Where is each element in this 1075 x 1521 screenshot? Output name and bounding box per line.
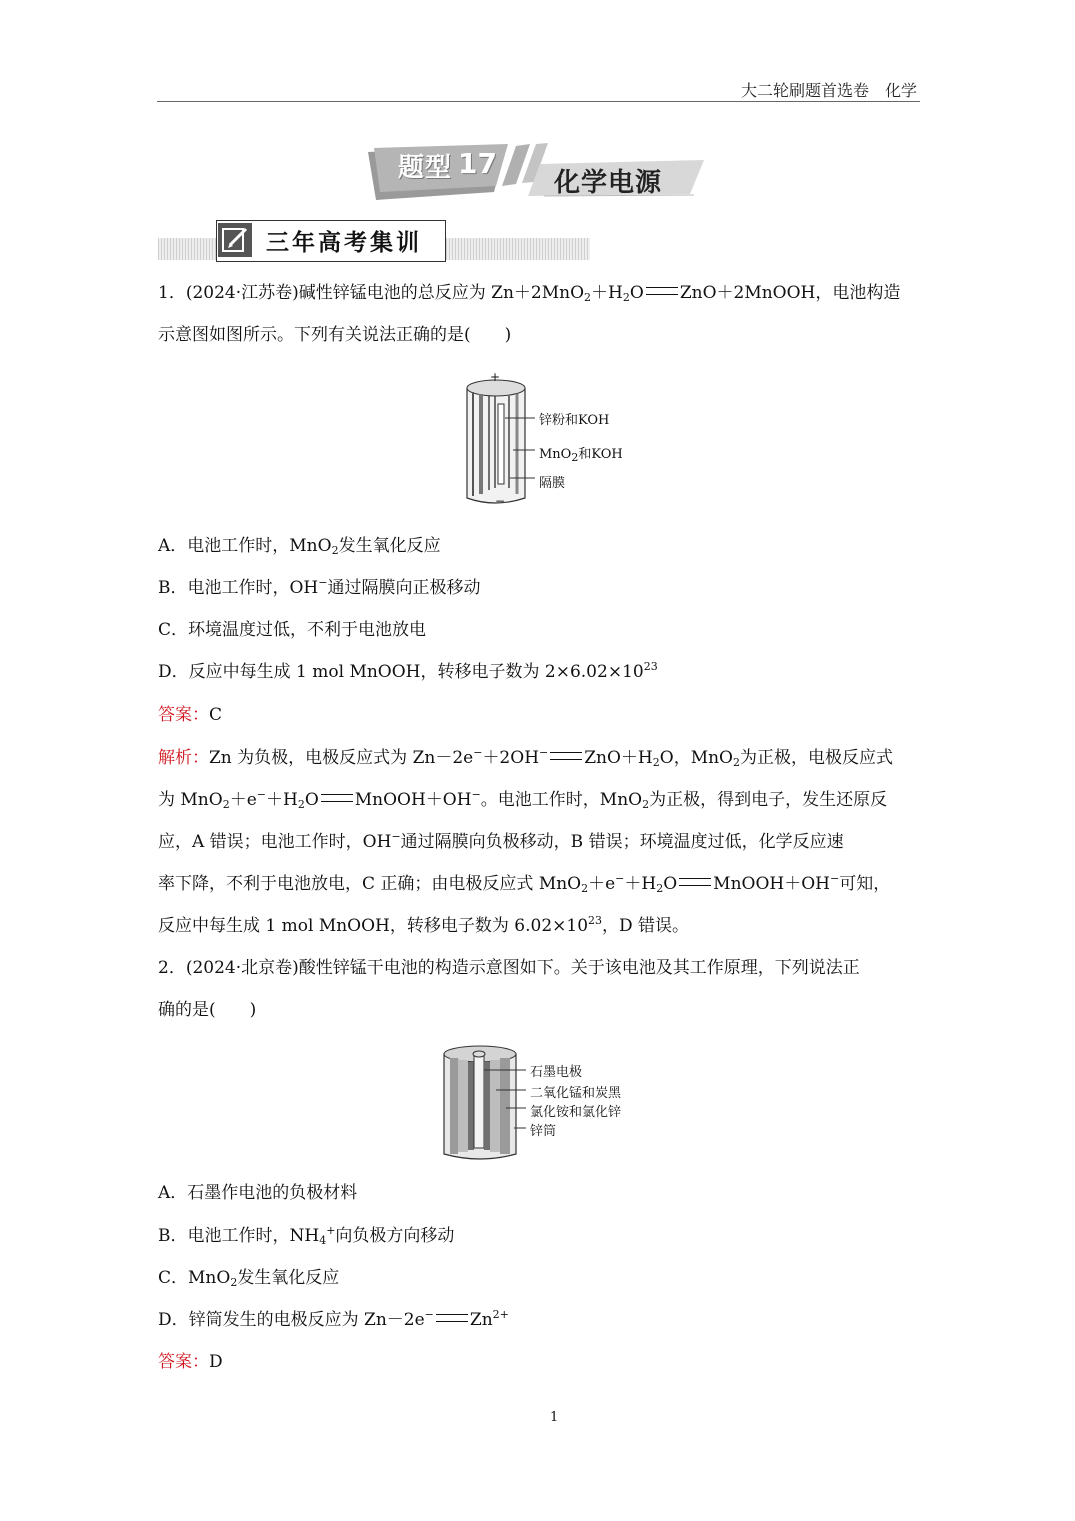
q1-stem-line1: 1．(2024·江苏卷)碱性锌锰电池的总反应为 $Zn+2MnO_2+H_2O$ ZnO＋2MnOOH，电池构造	[158, 283, 901, 304]
page-number: 1	[550, 1410, 559, 1425]
q1-analysis-line1: 解析：Zn 为负极，电极反应式为 Zn－2e−＋2OH− $ZnO+H_2O$，MnO$_2$为正极，电极反应式	[158, 746, 893, 769]
banner-topic: 化学电源	[554, 168, 663, 198]
fig2-label-nh4cl-zncl2: 氯化铵和氯化锌	[530, 1105, 622, 1120]
q2-dry-cell-figure	[440, 1042, 640, 1166]
fig2-label-mno2-carbon: 二氧化锰和炭黑	[530, 1086, 622, 1101]
fig2-label-graphite: 石墨电极	[530, 1065, 583, 1080]
q1-answer: 答案：C	[158, 705, 223, 725]
q1-battery-figure	[455, 370, 635, 510]
q1-option-a: A．电池工作时，MnO$_2$发生氧化反应	[158, 536, 441, 557]
q1-analysis-line4: 率下降，不利于电池放电，C 正确；由电极反应式 $MnO_2+e^-+H_2O$ MnOOH＋OH−可知，	[158, 872, 891, 895]
q1-option-c: C．环境温度过低，不利于电池放电	[158, 620, 427, 640]
fig2-label-zinc-can: 锌筒	[530, 1124, 557, 1139]
negative-terminal-label: −	[495, 494, 506, 508]
running-header: 大二轮刷题首选卷 化学	[740, 81, 917, 100]
q2-option-c: C．MnO$_2$发生氧化反应	[158, 1268, 340, 1289]
q1-option-b: B．电池工作时，OH−通过隔膜向正极移动	[158, 576, 481, 598]
q2-stem-line1: 2．(2024·北京卷)酸性锌锰干电池的构造示意图如下。关于该电池及其工作原理，下列说法正	[158, 958, 860, 978]
section-heading	[158, 216, 590, 266]
banner-type-number: 17	[458, 147, 497, 180]
title-banner	[368, 142, 708, 204]
q2-option-b: B．电池工作时，$NH_4^+$向负极方向移动	[158, 1224, 455, 1247]
positive-terminal-label: +	[490, 370, 501, 384]
q1-stem-line2: 示意图如图所示。下列有关说法正确的是( )	[158, 325, 512, 345]
q2-option-d: D．锌筒发生的电极反应为 Zn－2e− $Zn^{2+}$	[158, 1308, 509, 1330]
section-title: 三年高考集训	[266, 230, 422, 256]
q1-analysis-line5: 反应中每生成 1 mol MnOOH，转移电子数为 $6.02\times 10^{23}$，D 错误。	[158, 914, 690, 936]
q1-analysis-line2: 为 $MnO_2+e^-+H_2O$ MnOOH＋OH−。电池工作时，MnO$_2$为正极，得到电子，发生还原反	[158, 788, 888, 811]
banner-type-label: 题型	[398, 153, 453, 183]
fig1-label-mno2-koh: MnO$_2$和KOH	[539, 447, 623, 464]
equilibrium-sign	[646, 287, 678, 295]
fig1-label-zinc-koh: 锌粉和KOH	[539, 413, 610, 428]
pencil-note-icon	[218, 223, 252, 257]
q2-answer: 答案：D	[158, 1352, 223, 1372]
q1-analysis-line3: 应，A 错误；电池工作时，OH−通过隔膜向负极移动，B 错误；环境温度过低，化学反应速	[158, 830, 844, 852]
q1-option-d: D．反应中每生成 1 mol MnOOH，转移电子数为 $2\times 6.02\times 10^{23}$	[158, 660, 658, 682]
q2-option-a: A．石墨作电池的负极材料	[158, 1183, 358, 1203]
q2-stem-line2: 确的是( )	[158, 1000, 257, 1020]
fig1-label-separator: 隔膜	[539, 476, 566, 491]
header-rule	[157, 101, 920, 102]
